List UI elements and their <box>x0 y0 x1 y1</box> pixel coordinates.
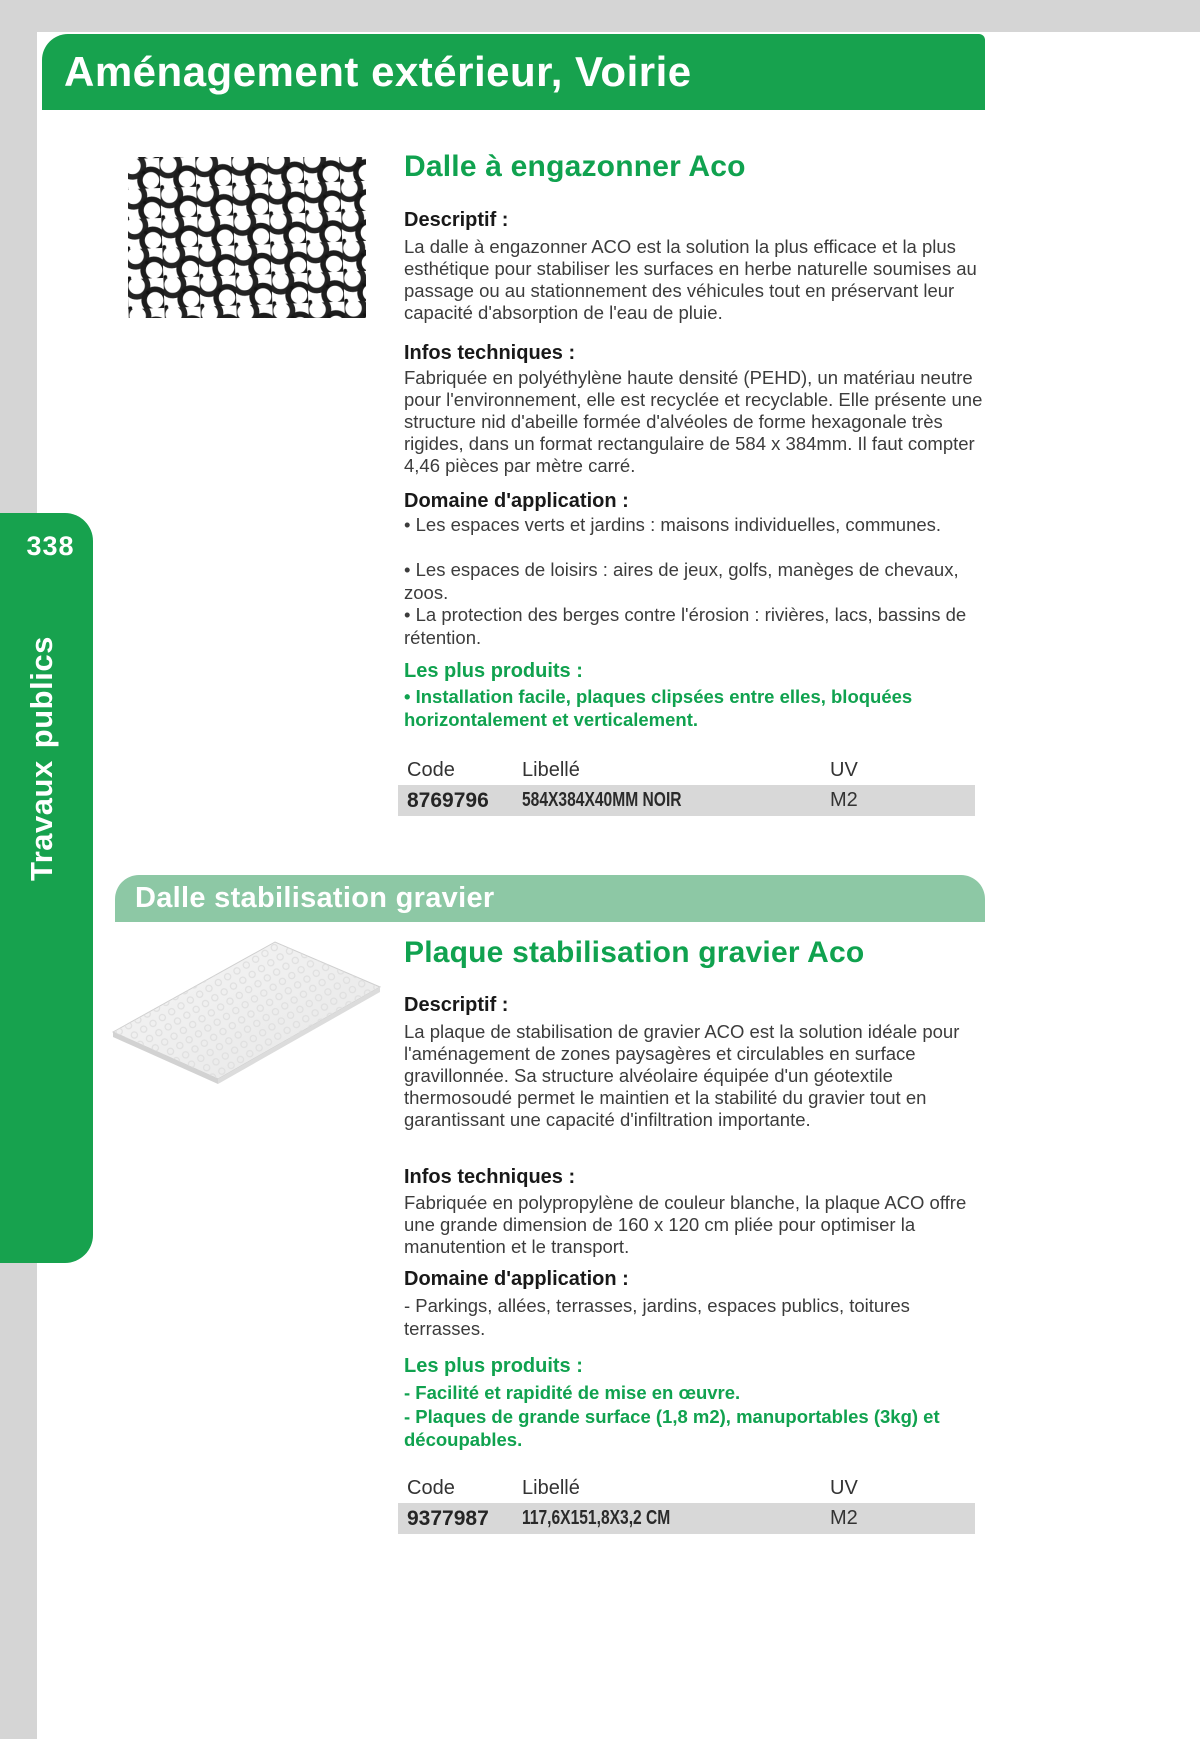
infos-text: Fabriquée en polypropylène de couleur blanche, la plaque ACO offre une grande dimension de 160 x 120 cm pliée pour optimiser la manutention et le transport. <box>404 1192 967 1257</box>
domaine-heading: Domaine d'application : <box>404 490 629 512</box>
column-header-code: Code <box>407 1477 455 1499</box>
product-table <box>398 1474 975 1534</box>
plus-produits-item: • Installation facile, plaques clipsées entre elles, bloquées horizontalement et verticalement. <box>404 686 913 730</box>
plus-produits-heading: Les plus produits : <box>404 1355 583 1377</box>
descriptif-text: La plaque de stabilisation de gravier ACO est la solution idéale pour l'aménagement de zones paysagères et circulables en surface gravillonnée. Sa structure alvéolaire équipée d'un géotextile thermosoudé permet le maintien et la stabilité du gravier tout en garantissant une capacité d'infiltration importante. <box>404 1021 960 1130</box>
plus-produits-heading: Les plus produits : <box>404 660 583 682</box>
plus-produits-item: - Plaques de grande surface (1,8 m2), manuportables (3kg) et découpables. <box>404 1406 940 1450</box>
domaine-item: • La protection des berges contre l'érosion : rivières, lacs, bassins de rétention. <box>404 604 967 648</box>
product-table <box>398 756 975 816</box>
column-header-uv: UV <box>830 1477 858 1499</box>
product-title: Plaque stabilisation gravier Aco <box>404 936 865 969</box>
column-header-code: Code <box>407 759 455 781</box>
sidebar-tab <box>0 513 93 1263</box>
domaine-item: - Parkings, allées, terrasses, jardins, espaces publics, toitures terrasses. <box>404 1295 910 1339</box>
page-header-bar <box>42 34 985 110</box>
cell-code: 8769796 <box>407 789 489 812</box>
product-image-gravel-plate <box>103 932 388 1084</box>
descriptif-heading: Descriptif : <box>404 209 509 231</box>
column-header-libelle: Libellé <box>522 1477 580 1499</box>
category-banner-label: Dalle stabilisation gravier <box>135 882 495 914</box>
product-title: Dalle à engazonner Aco <box>404 150 746 183</box>
descriptif-text: La dalle à engazonner ACO est la solution la plus efficace et la plus esthétique pour stabiliser les surfaces en herbe naturelle soumises au passage ou au stationnement des véhicules tout en préservant leur capacité d'absorption de l'eau de pluie. <box>404 236 977 323</box>
descriptif-heading: Descriptif : <box>404 994 509 1016</box>
table-header-row <box>398 756 975 785</box>
scan-margin-top <box>0 0 1200 32</box>
domaine-heading: Domaine d'application : <box>404 1268 629 1290</box>
infos-heading: Infos techniques : <box>404 1166 576 1188</box>
category-banner <box>115 875 985 922</box>
column-header-uv: UV <box>830 759 858 781</box>
cell-uv: M2 <box>830 1507 858 1529</box>
page-number: 338 <box>26 531 75 561</box>
sidebar-category-label: Travaux publics <box>24 636 59 881</box>
table-row <box>398 1503 975 1534</box>
cell-uv: M2 <box>830 789 858 811</box>
cell-libelle: 117,6X151,8X3,2 CM <box>522 1507 671 1529</box>
domaine-item: • Les espaces verts et jardins : maisons individuelles, communes. <box>404 514 942 535</box>
table-row <box>398 785 975 816</box>
cell-code: 9377987 <box>407 1507 489 1530</box>
product-image-honeycomb-grid <box>126 155 368 320</box>
domaine-item: • Les espaces de loisirs : aires de jeux, golfs, manèges de chevaux, zoos. <box>404 559 959 603</box>
page-title: Aménagement extérieur, Voirie <box>64 48 692 95</box>
infos-heading: Infos techniques : <box>404 342 576 364</box>
plus-produits-item: - Facilité et rapidité de mise en œuvre. <box>404 1382 741 1403</box>
table-header-row <box>398 1474 975 1503</box>
cell-libelle: 584X384X40MM NOIR <box>522 789 682 811</box>
infos-text: Fabriquée en polyéthylène haute densité (PEHD), un matériau neutre pour l'environnement, elle est recyclée et recyclable. Elle présente une structure nid d'abeille formée d'alvéoles de forme hexagonale très rigides, dans un format rectangulaire de 584 x 384mm. Il faut compter 4,46 pièces par mètre carré. <box>404 367 983 476</box>
column-header-libelle: Libellé <box>522 759 580 781</box>
